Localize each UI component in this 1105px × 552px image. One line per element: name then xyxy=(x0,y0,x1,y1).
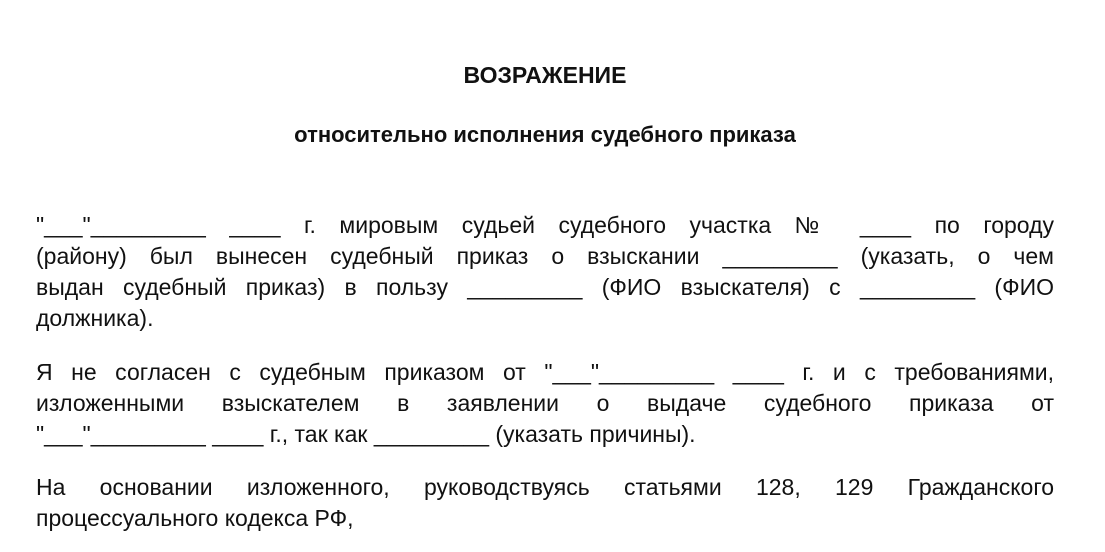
paragraph-court-order xyxy=(36,210,1054,334)
paragraph-objection xyxy=(36,357,1054,450)
paragraph-line: (району) был вынесен судебный приказ о взыскании _________ (указать, о чем xyxy=(36,243,1054,269)
paragraph-line: процессуального кодекса РФ, xyxy=(36,505,354,531)
document-subtitle: относительно исполнения судебного приказа xyxy=(294,122,796,147)
paragraph-line: должника). xyxy=(36,305,154,331)
paragraph-line: На основании изложенного, руководствуясь статьями 128, 129 Гражданского xyxy=(36,474,1054,500)
paragraph-line: выдан судебный приказ) в пользу _________ (ФИО взыскателя) с _________ (ФИО xyxy=(36,274,1054,300)
paragraph-line: Я не согласен с судебным приказом от "___"_________ ____ г. и с требованиями, xyxy=(36,359,1054,385)
paragraph-legal-basis xyxy=(36,472,1054,534)
paragraph-line: "___"_________ ____ г. мировым судьей судебного участка № ____ по городу xyxy=(36,212,1054,238)
paragraph-line: "___"_________ ____ г., так как _________ (указать причины). xyxy=(36,421,696,447)
paragraph-line: изложенными взыскателем в заявлении о выдаче судебного приказа от xyxy=(36,390,1054,416)
document-title: ВОЗРАЖЕНИЕ xyxy=(463,62,627,88)
